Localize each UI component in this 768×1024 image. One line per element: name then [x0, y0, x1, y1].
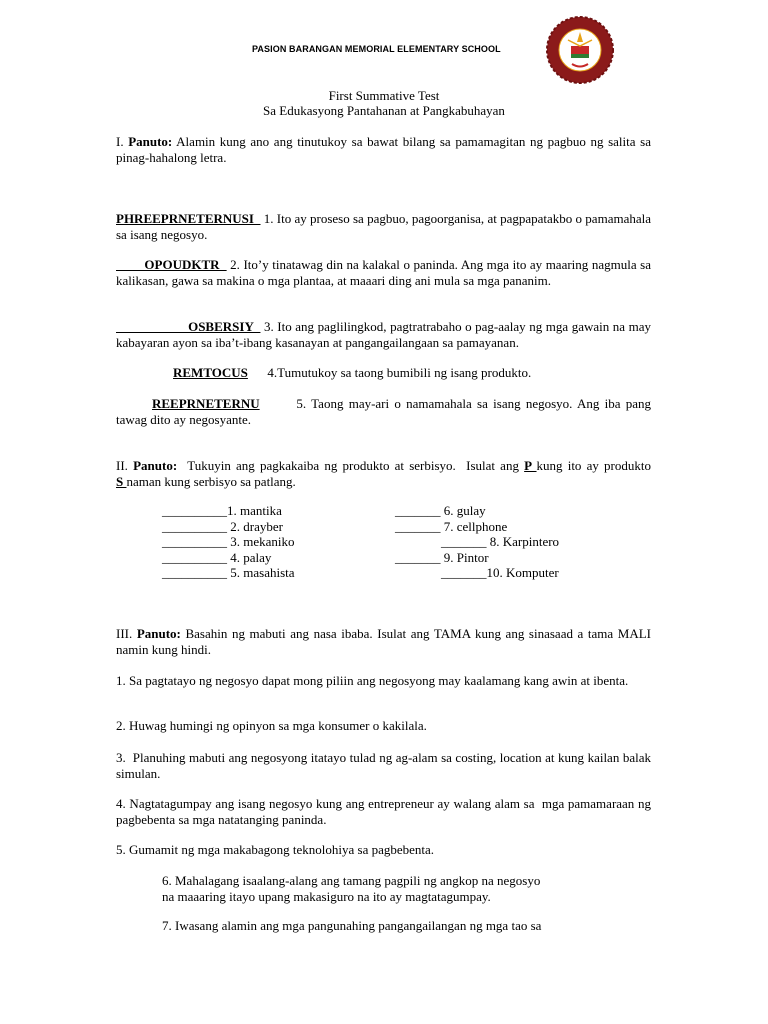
part2-numeral: II.	[116, 458, 134, 473]
answer-blank: _______	[395, 549, 441, 565]
part3-item-3: 3. Planuhing mabuti ang negosyong itatayo tulad ng ag-alam sa costing, location at kung kailan balak simulan.	[116, 750, 655, 781]
list-item	[162, 534, 295, 550]
part3-numeral: III.	[116, 626, 137, 641]
part2-instruction	[116, 458, 651, 489]
part2-right-column	[395, 503, 559, 581]
test-title: First Summative Test	[328, 88, 440, 103]
item6-line1: 6. Mahalagang isaalang-alang ang tamang pagpili ng angkop na negosyo	[162, 873, 541, 888]
part3-item-6	[162, 873, 651, 904]
part3-instruction	[116, 626, 651, 657]
part3-item-4: 4. Nagtatagumpay ang isang negosyo kung ang entrepreneur ay walang alam sa mga pamamaraan ng pagbebenta sa mga natatanging paninda.	[116, 796, 655, 827]
scrambled-word: OPOUDKTR	[116, 257, 227, 272]
list-item	[395, 519, 559, 535]
list-item	[395, 503, 559, 519]
item-text: 7. cellphone	[440, 518, 508, 534]
item-text: 1. mantika	[227, 503, 282, 518]
answer-blank: __________	[162, 565, 227, 580]
item-text: 4. palay	[227, 549, 272, 565]
part1-panuto: Panuto:	[128, 134, 173, 149]
scrambled-word: REMTOCUS	[173, 365, 248, 380]
scrambled-word: __________OSBERSIY	[116, 319, 261, 334]
part3-item-2: 2. Huwag humingi ng opinyon sa mga konsumer o kakilala.	[116, 718, 427, 733]
part3-item-7: 7. Iwasang alamin ang mga pangunahing pangangailangan ng mga tao sa	[162, 918, 542, 933]
answer-blank: __________	[162, 503, 227, 518]
item-text: 9. Pintor	[440, 549, 489, 565]
part3-item-1: 1. Sa pagtatayo ng negosyo dapat mong piliin ang negosyong may kaalamang kang awin at ibenta.	[116, 673, 629, 688]
list-item	[162, 550, 295, 566]
test-subject: Sa Edukasyong Pantahanan at Pangkabuhayan	[263, 103, 505, 118]
item-text: 5. Taong may-ari o namamahala sa isang negosyo. Ang iba pang tawag dito ay negosyante.	[116, 396, 655, 427]
p-letter: P	[524, 458, 537, 473]
part1-instruction-text: Alamin kung ano ang tinutukoy sa bawat bilang sa pamamagitan ng pagbuo ng salita sa pinag-hahalong letra.	[116, 134, 651, 165]
answer-blank: __________	[162, 518, 227, 534]
school-seal-icon	[544, 16, 616, 84]
answer-blank: __________	[162, 549, 227, 565]
part2-panuto: Panuto:	[133, 458, 178, 473]
list-item	[395, 550, 559, 566]
scrambled-word: REEPRNETERNU	[152, 396, 260, 411]
part1-item-2	[116, 257, 651, 288]
list-item	[162, 565, 295, 581]
item-text: 3. mekaniko	[227, 534, 295, 549]
item-text: 10. Komputer	[486, 565, 559, 580]
item-text: 1. Ito ay proseso sa pagbuo, pagoorganisa, at pagpapatakbo o pamamahala sa isang negosyo.	[116, 211, 651, 242]
item6-line2: na maaaring itayo upang makasiguro na ito ay magtatagumpay.	[162, 888, 491, 904]
part2-instruction-a: Tukuyin ang pagkakaiba ng produkto at serbisyo. Isulat ang	[177, 458, 525, 473]
answer-blank: _______	[441, 534, 487, 549]
answer-blank: _______	[395, 503, 441, 518]
item-text: 3. Ito ang paglilingkod, pagtratrabaho o pag-aalay ng mga gawain na may kabayaran ayon sa iba’t-ibang kasanayan at pangangailangaan sa pamayanan.	[116, 319, 651, 350]
answer-blank: _______	[395, 518, 441, 534]
part1-numeral: I.	[116, 134, 129, 149]
part1-item-1	[116, 211, 651, 242]
item-text: 2. drayber	[227, 518, 283, 534]
part2-left-column	[162, 503, 295, 581]
item-text: 4.Tumutukoy sa taong bumibili ng isang produkto.	[247, 365, 532, 380]
part2-instruction-b: kung ito ay produkto	[536, 458, 651, 473]
part3-panuto: Panuto:	[136, 626, 181, 641]
part3-instruction-text: Basahin ng mabuti ang nasa ibaba. Isulat ang TAMA kung ang sinasaad a tama MALI namin kung hindi.	[116, 626, 651, 657]
part3-item-5: 5. Gumamit ng mga makabagong teknolohiya sa pagbebenta.	[116, 842, 435, 857]
part1-instruction	[116, 134, 651, 165]
item-text: 6. gulay	[440, 503, 486, 518]
list-item	[162, 503, 295, 519]
list-item	[395, 565, 559, 581]
item-text: 5. masahista	[227, 565, 295, 580]
answer-blank: __________	[162, 534, 227, 549]
part1-item-3	[116, 319, 651, 350]
part1-item-5	[116, 396, 655, 427]
list-item	[162, 519, 295, 535]
list-item	[395, 534, 559, 550]
s-letter: S	[116, 473, 127, 489]
part2-instruction-c: naman kung serbisyo sa patlang.	[126, 473, 296, 489]
scrambled-word: PHREEPRNETERNUSI	[116, 211, 261, 226]
school-name: PASION BARANGAN MEMORIAL ELEMENTARY SCHOOL	[252, 44, 501, 54]
item-text: 2. Ito’y tinatawag din na kalakal o paninda. Ang mga ito ay maaring nagmula sa kalikasan, gawa sa makina o mga plantaa, at maaari ding ani mula sa mga pananim.	[116, 257, 651, 288]
item-text: 8. Karpintero	[486, 534, 560, 549]
part1-item-4	[173, 365, 651, 381]
answer-blank: _______	[441, 565, 487, 580]
